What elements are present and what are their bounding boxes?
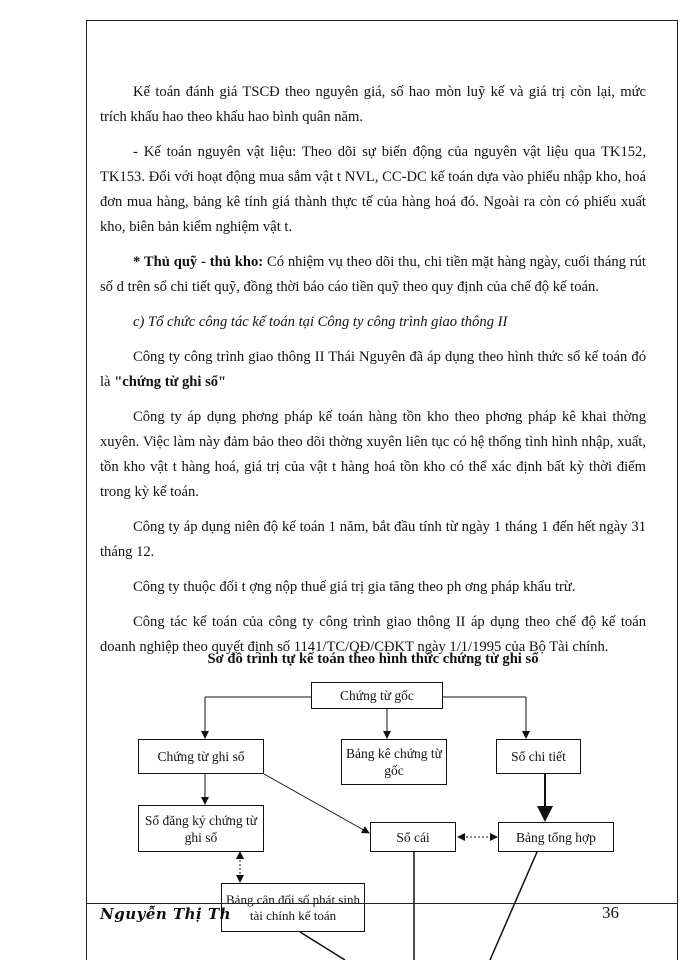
line-bang-tong-hop-down xyxy=(490,852,537,960)
page-number: 36 xyxy=(602,903,619,922)
box-so-cai xyxy=(370,822,456,852)
box-chung-tu-goc-label: Chứng từ gốc xyxy=(340,688,414,703)
thu-quy-label: * Thủ quỹ - thủ kho: xyxy=(133,254,264,270)
hinh-thuc-text: Công ty công trình giao thông II Thái Nguyên đã áp dụng theo hình thức sổ kế toán đó là xyxy=(100,349,646,390)
footer-author: Nguyễn Thị Th xyxy=(100,905,232,923)
box-so-dang-ky xyxy=(138,805,264,852)
paragraph-nguyen-vat-lieu: - Kế toán nguyên vật liệu: Theo dõi sự biến động của nguyên vật liệu qua TK152, TK153. Đối với hoạt động mua sắm vật t NVL, CC-DC kế toán dựa vào phiếu nhập kho, hoá đơn mua hàng, bảng kê tính giá thành thực tế của hàng hoá đó. Ngoài ra còn có phiếu xuất kho, biên bản kiểm nghiệm vật t. xyxy=(100,144,646,235)
box-so-chi-tiet-label: Sổ chi tiết xyxy=(511,749,566,764)
paragraph-thue: Công ty thuộc đối t ợng nộp thuế giá trị gia tăng theo ph ơng pháp khấu trừ. xyxy=(133,579,576,595)
box-bang-can-doi xyxy=(221,883,365,932)
paragraph-tscd: Kế toán đánh giá TSCĐ theo nguyên giá, số hao mòn luỹ kế và giá trị còn lại, mức trích khấu hao theo khấu hao bình quân năm. xyxy=(100,84,646,125)
footer-divider xyxy=(86,903,678,904)
box-bang-tong-hop-label: Bảng tổng hợp xyxy=(516,829,596,845)
box-so-dang-ky-label: Sổ đăng ký chứng từ ghi sổ xyxy=(144,812,258,845)
box-chung-tu-goc xyxy=(311,682,443,709)
box-bang-can-doi-label: Bảng cân đối số phát sinh tài chính kế toán xyxy=(226,891,360,923)
section-heading-text: c) Tổ chức công tác kế toán tại Công ty công trình giao thông II xyxy=(133,314,508,330)
box-bang-tong-hop xyxy=(498,822,614,852)
box-chung-tu-ghi-so-label: Chứng từ ghi sổ xyxy=(157,749,245,764)
hinh-thuc-bold: "chứng từ ghi sổ" xyxy=(114,374,227,390)
paragraph-hang-ton-kho: Công ty áp dụng phơng pháp kế toán hàng tồn kho theo phơng pháp kê khai thờng xuyên. Việc làm này đảm bảo theo dõi thờng xuyên liên tục có hệ thống tình hình nhập, xuất, tồn kho vật t hàng hoá, giá trị của vật t hàng hoá tồn kho có thể xác định bất kỳ thời điểm trong kỳ kế toán. xyxy=(100,409,646,500)
box-so-cai-label: Sổ cái xyxy=(396,829,430,845)
paragraph-nien-do: Công ty áp dụng niên độ kế toán 1 năm, bắt đầu tính từ ngày 1 tháng 1 đến hết ngày 31 tháng 12. xyxy=(100,519,646,560)
line-bang-can-doi-down xyxy=(300,932,345,960)
box-bang-ke xyxy=(341,739,447,785)
paragraph-che-do: Công tác kế toán của công ty công trình giao thông II áp dụng theo chế độ kế toán doanh nghiệp theo quyết định số 1141/TC/QĐ/CĐKT ngày 1/1/1995 của Bộ Tài chính. xyxy=(100,614,646,655)
box-bang-ke-label: Bảng kê chứng từ gốc xyxy=(346,746,442,778)
box-so-chi-tiet xyxy=(496,739,581,774)
box-chung-tu-ghi-so xyxy=(138,739,264,774)
diagram-title: Sơ đồ trình tự kế toán theo hình thức chứng từ ghi sổ xyxy=(207,651,539,667)
thu-quy-text: Có nhiệm vụ theo dõi thu, chi tiền mặt hàng ngày, cuối tháng rút số d trên sổ chi tiết quỹ, đồng thời báo cáo tiền quỹ theo quy định của chế độ kế toán. xyxy=(100,254,646,295)
